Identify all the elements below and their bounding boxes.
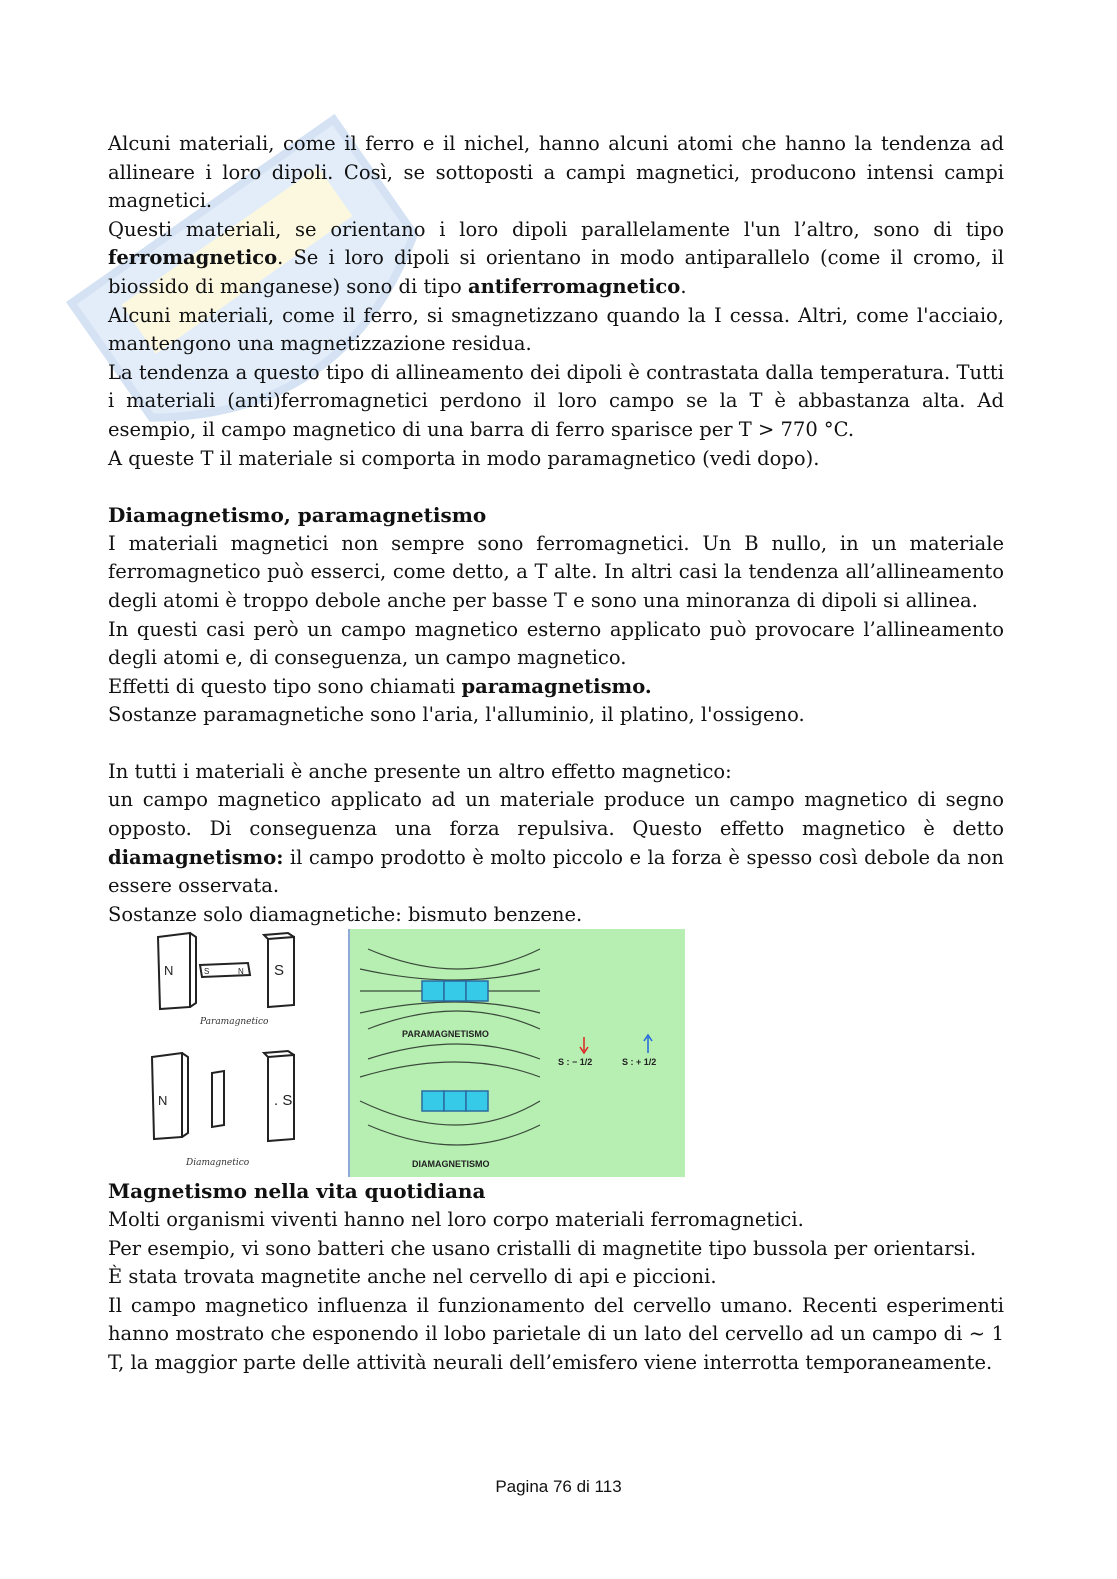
paragraph: Molti organismi viventi hanno nel loro corpo materiali ferromagnetici. bbox=[108, 1208, 804, 1232]
paragraph: I materiali magnetici non sempre sono ferromagnetici. Un B nullo, in un materiale ferromagnetico può esserci, come detto, a T alte. In altri casi la tendenza all’allineamento degli atomi è troppo debole anche per basse T e sono una minoranza di dipoli si allinea. bbox=[108, 531, 1004, 612]
paragraph: Alcuni materiali, come il ferro e il nichel, hanno alcuni atomi che hanno la tendenza ad allineare i loro dipoli. Così, se sottoposti a campi magnetici, producono intensi campi magnetici. bbox=[108, 132, 1004, 213]
sketch-bottom-n: N bbox=[158, 1093, 168, 1109]
sketch-top-s: S bbox=[274, 962, 285, 980]
paragraph: Il campo magnetico influenza il funzionamento del cervello umano. Recenti esperimenti hanno mostrato che esponendo il lobo parietale di un lato del cervello ad un campo di ~ 1 T, la maggior parte delle attività neurali dell’emisfero viene interrotta temporaneamente. bbox=[108, 1293, 1004, 1374]
paragraph-diamagnetism: un campo magnetico applicato ad un materiale produce un campo magnetico di segno opposto. Di conseguenza una forza repulsiva. Questo effetto magnetico è detto diamagnetismo: il campo prodotto è molto piccolo e la forza è spesso così debole da non essere osservata. bbox=[108, 788, 1004, 898]
label-diamagnetismo: DIAMAGNETISMO bbox=[412, 1159, 490, 1170]
sketch-top-n: N bbox=[164, 963, 174, 979]
paragraph: È stata trovata magnetite anche nel cervello di api e piccioni. bbox=[108, 1265, 717, 1289]
sketch-caption-top: Paramagnetico bbox=[200, 1017, 269, 1028]
page-content bbox=[108, 130, 1004, 1378]
label-paramagnetismo: PARAMAGNETISMO bbox=[402, 1029, 489, 1040]
paragraph: Per esempio, vi sono batteri che usano cristalli di magnetite tipo bussola per orientarsi. bbox=[108, 1236, 977, 1260]
sketch-bar-s: S bbox=[204, 967, 210, 977]
sketch-bar-n: N bbox=[238, 967, 244, 977]
paragraph: Sostanze paramagnetiche sono l'aria, l'alluminio, il platino, l'ossigeno. bbox=[108, 703, 805, 727]
paragraph: In questi casi però un campo magnetico esterno applicato può provocare l’allineamento degli atomi e, di conseguenza, un campo magnetico. bbox=[108, 617, 1004, 670]
figures-row bbox=[108, 929, 1004, 1177]
section-heading: Magnetismo nella vita quotidiana bbox=[108, 1179, 486, 1204]
magnet-sketch-figure bbox=[108, 929, 346, 1177]
paragraph: Effetti di questo tipo sono chiamati paramagnetismo. bbox=[108, 674, 652, 698]
page-number: Pagina 76 di 113 bbox=[495, 1477, 622, 1496]
section-heading: Diamagnetismo, paramagnetismo bbox=[108, 503, 487, 528]
spin-up-label: S : + 1/2 bbox=[622, 1057, 657, 1068]
paragraph: Alcuni materiali, come il ferro, si smagnetizzano quando la I cessa. Altri, come l'acciaio, mantengono una magnetizzazione residua. bbox=[108, 303, 1004, 356]
paragraph: Sostanze solo diamagnetiche: bismuto benzene. bbox=[108, 902, 583, 926]
paragraph: In tutti i materiali è anche presente un altro effetto magnetico: bbox=[108, 759, 732, 783]
field-lines-figure bbox=[348, 929, 685, 1177]
spin-down-label: S : − 1/2 bbox=[558, 1057, 593, 1068]
paragraph: A queste T il materiale si comporta in modo paramagnetico (vedi dopo). bbox=[108, 446, 820, 470]
sketch-caption-bottom: Diamagnetico bbox=[186, 1158, 250, 1169]
paragraph-ferromagnetic: Questi materiali, se orientano i loro dipoli parallelamente l'un l’altro, sono di tipo ferromagnetico. Se i loro dipoli si orientano in modo antiparallelo (come il cromo, il biossido di manganese) sono di tipo antiferromagnetico. bbox=[108, 217, 1004, 298]
paragraph: La tendenza a questo tipo di allineamento dei dipoli è contrastata dalla temperatura. Tutti i materiali (anti)ferromagnetici perdono il loro campo se la T è abbastanza alta. Ad esempio, il campo magnetico di una barra di ferro sparisce per T > 770 °C. bbox=[108, 360, 1004, 441]
sketch-bottom-s: . S bbox=[274, 1092, 293, 1110]
